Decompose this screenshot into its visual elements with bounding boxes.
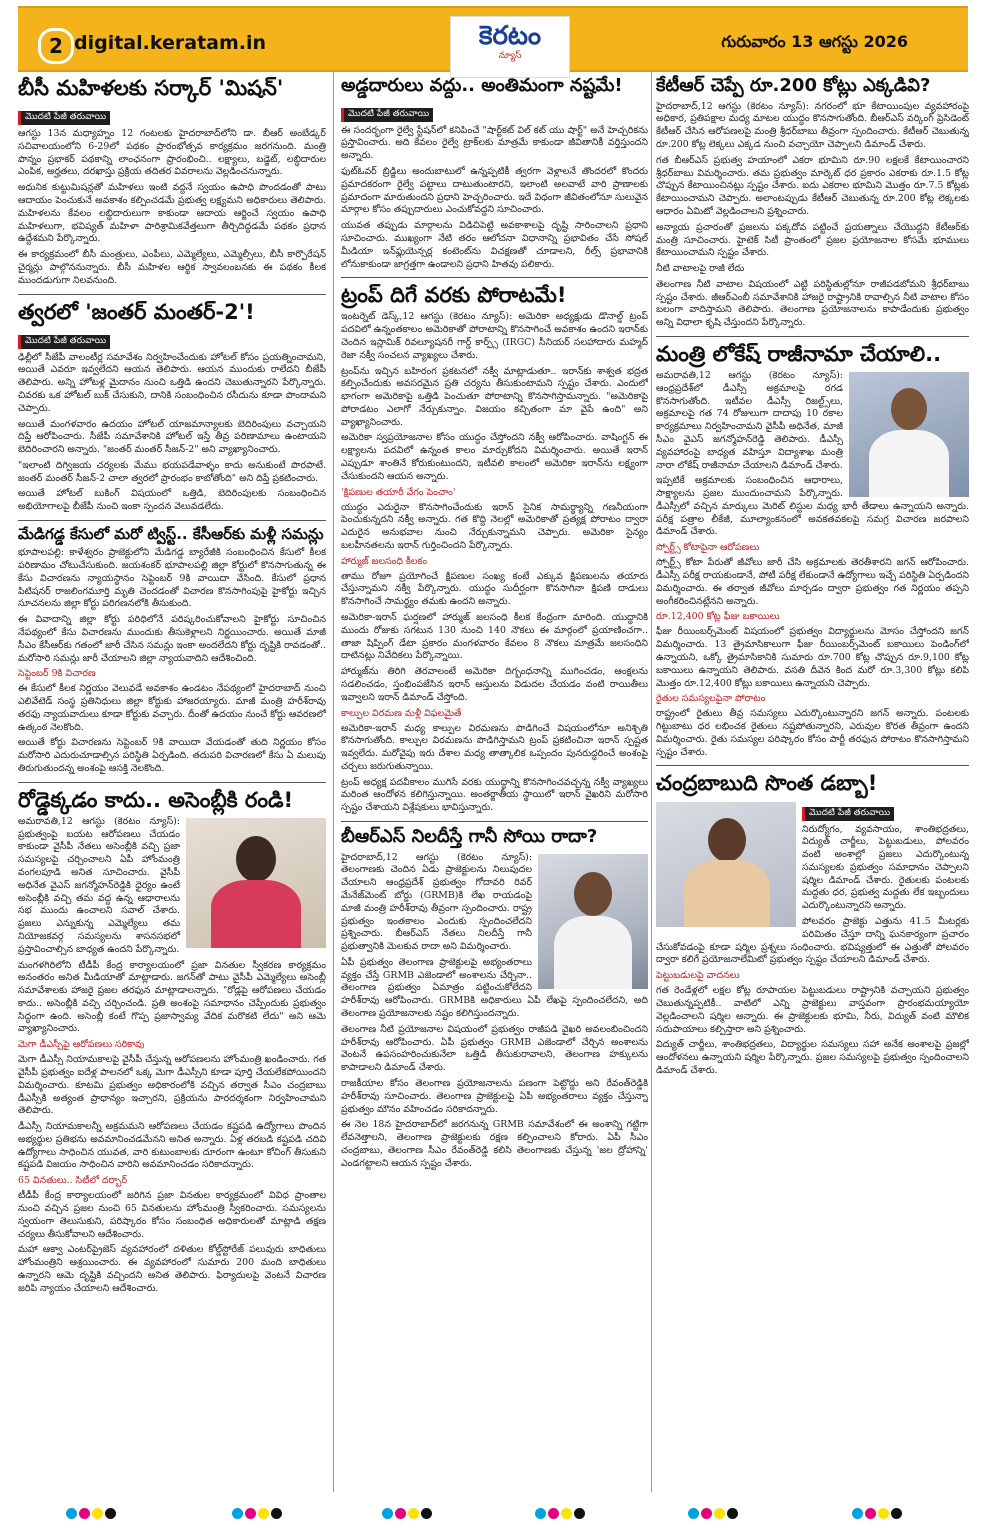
- yellow-dot: [258, 1508, 269, 1519]
- cmyk-dots: [688, 1504, 740, 1516]
- photo-figure: [891, 388, 927, 430]
- cyan-dot: [232, 1508, 243, 1519]
- magenta-dot: [395, 1508, 406, 1519]
- article-paragraph: యువత తప్పుడు మార్గాలను విడిచిపెట్టి అవకాశాలపై దృష్టి సారించాలని ప్రధాని సూచించారు. ముఖ్యంగా నేటి తరం ఆలోచనా విధానాన్ని ప్రభావితం చేసే సోషల్ మీడియా ఇన్‌ఫ్లుయెన్సర్ల కంటెంట్‌ను విచక్షణతో చూడాలని, రీల్స్ ప్రభావానికి లోనుకాకుండా జాగ్రత్తగా ఉండాలని ప్రధాని హితవు పలికారు.: [341, 220, 648, 270]
- magenta-dot: [865, 1508, 876, 1519]
- black-dot: [727, 1508, 738, 1519]
- subheading: రూ.12,400 కోట్ల ఫీజు బకాయిలు: [656, 611, 780, 623]
- subheading: 65 వినతులు.. సిటీలో దర్బార్: [18, 1175, 128, 1187]
- article-paragraph: గత రెండేళ్లలో లక్షల కోట్ల రూపాయల పెట్టుబడులు రాష్ట్రానికి వచ్చాయని ప్రభుత్వం చెబుతున్నప్పటికీ.. వాటిలో ఎన్ని ప్రాజెక్టులు వాస్తవంగా ప్రారంభమయ్యాయో వెల్లడించాలని షర్మిల అన్నారు. ఈ ప్రాజెక్టులకు భూమి, నీరు, విద్యుత్ వంటి మౌలిక సదుపాయాలు కల్పిస్తారా అని ప్రశ్నించారు.: [656, 985, 969, 1035]
- continued-label: మొదటి పేజీ తరువాయి: [802, 807, 894, 821]
- article-paragraph: ఆగస్టు 13న మధ్యాహ్నం 12 గంటలకు హైదరాబాద్‌లోని డా. బీఆర్ అంబేడ్కర్ సచివాలయంలోని 6-29లో పథకం ప్రారంభోత్సవ కార్యక్రమం జరగనుంది. మంత్రి పొన్నం ప్రభాకర్ పథకాన్ని లాంఛనంగా ప్రారంభించి.. లక్ష్యాలు, బడ్జెట్, లబ్ధిదారుల ఎంపిక, అర్హతలు, దరఖాస్తు ప్రక్రియ తదితర వివరాలను వెల్లడించనున్నారు.: [18, 128, 326, 178]
- headline: అడ్డదారులు వద్దు.. అంతిమంగా నష్టమే!: [341, 75, 623, 96]
- divider: [656, 336, 969, 337]
- headline: బీఆర్ఎస్ నిలదీస్తే గానీ సోయి రాదా?: [341, 825, 598, 847]
- subheading: హార్ముజ్ జలసంధి కీలకం: [341, 555, 428, 567]
- cyan-dot: [688, 1508, 699, 1519]
- divider: [18, 782, 326, 783]
- article-paragraph: ఢిల్లీలో సీజేపీ వాలంటీర్ల సమావేశం నిర్వహించేందుకు హోటల్ కోసం ప్రయత్నించామని, అయితే ఎవరూ ఇవ్వలేదని ఆయన తెలిపారు. ఆయన ముందుకు రాలేదని బీజేపీ తెలిపారు. అన్ని హోటళ్ల మైదానం నుంచి ఒత్తిడి ఉందని చెబుతున్నారని పేర్కొన్నారు. చివరకు ఒక హోటల్ బుక్ చేసుకుని, దానికి సంబంధించిన రసీదును కూడా పొందామని చెప్పారు.: [18, 351, 326, 414]
- article-paragraph: ఇంటర్నెట్ డెస్క్,12 ఆగస్టు (కెరటం న్యూస్): అమెరికా అధ్యక్షుడు డొనాల్డ్ ట్రంప్ పదవిలో ఉన్నంతకాలం అమెరికాతో పోరాటాన్ని కొనసాగించే అవకాశం ఉందని ఇరాన్‌కు చెందిన ఇస్లామిక్ రివల్యూషనరీ గార్డ్ కార్ప్స్ (IRGC) సీనియర్ సలహాదారు మహ్మద్ రెజా నక్వీ సంచలన వ్యాఖ్యలు చేశారు.: [341, 311, 648, 361]
- article-paragraph: తెలంగాణ నీటి వాటాల విషయంలో ఎట్టి పరిస్థితుల్లోనూ రాజీపడబోమని శ్రీధర్‌బాబు స్పష్టం చేశారు. జీఆర్ఎంబీ సమావేశానికి హాజరై రాష్ట్రానికి రావాల్సిన నీటి వాటాల కోసం బలంగా వాదిస్తామని తెలిపారు. తెలంగాణ ప్రయోజనాలను కాపాడేందుకు ప్రభుత్వం అన్ని విధాలా కృషి చేస్తుందని పేర్కొన్నారు.: [656, 278, 969, 329]
- article-paragraph: అన్యాయ ప్రచారంతో ప్రజలను పక్కదోవ పట్టించే ప్రయత్నాలు చేయొద్దని కేటీఆర్‌కు మంత్రి సూచించారు. హైటెక్ సిటీ ప్రాంతంలో ప్రజల ప్రయోజనాల కోసమే భూములు కేటాయించామని స్పష్టం చేశారు.: [656, 221, 969, 259]
- headline: త్వరలో 'జంతర్ మంతర్-2'!: [18, 299, 255, 324]
- news-photo: [538, 854, 648, 989]
- news-photo: [849, 372, 969, 497]
- article-paragraph: రాష్ట్రంలో రైతులు తీవ్ర సమస్యలు ఎదుర్కొంటున్నారని జగన్ అన్నారు. పంటలకు గిట్టుబాటు ధర లభించక రైతులు నష్టపోతున్నారని, ఎరువుల కొరత తీవ్రంగా ఉందని విమర్శించారు. రైతు సమస్యల పరిష్కారం కోసం పార్టీ తరఫున పోరాటం కొనసాగిస్తామని స్పష్టం చేశారు.: [656, 708, 969, 758]
- article-paragraph: నీటి వాటాలపై రాజీ లేదు: [656, 263, 745, 275]
- subheading: మెగా డీఎస్సీపై ఆరోపణలు సరికావు: [18, 1039, 145, 1051]
- cmyk-dots: [382, 1504, 434, 1516]
- article-paragraph: భూపాలపల్లి: కాళేశ్వరం ప్రాజెక్టులోని మేడిగడ్డ బ్యారేజీకి సంబంధించిన కేసులో కీలక పరిణామం చోటుచేసుకుంది. జయశంకర్ భూపాలపల్లి జిల్లా కోర్టులో కొనసాగుతున్న ఈ కేసు విచారణను న్యాయస్థానం సెప్టెంబర్ 9కి వాయిదా వేసింది. కేసులో ప్రధాన పిటిషనర్ రాజలింగమూర్తి మృతి చెందడంతో విచారణ కొనసాగింపుపై హైకోర్టు ఇచ్చిన సూచనలను జిల్లా కోర్టు పరిగణనలోకి తీసుకుంది.: [18, 547, 326, 610]
- continued-label: మొదటి పేజీ తరువాయి: [18, 111, 110, 125]
- newspaper-logo: [450, 16, 570, 78]
- article-paragraph: గత బీఆర్ఎస్ ప్రభుత్వ హయాంలో ఎకరా భూమిని రూ.90 లక్షలకే కేటాయించారని శ్రీధర్‌బాబు విమర్శించారు. తమ ప్రభుత్వం మార్కెట్ ధర ప్రకారం ఎకరాకు రూ.1.5 కోట్ల చొప్పున కేటాయించినట్లు స్పష్టం చేశారు. ఐదు ఎకరాల భూమిని మొత్తం రూ.7.5 కోట్లకు కేటాయించామని చెప్పారు. అలాంటప్పుడు కేటీఆర్ చెబుతున్న రూ.200 కోట్ల లెక్కలకు ఆధారం ఏమిటో వెల్లడించాలని ప్రశ్నించారు.: [656, 154, 969, 217]
- news-photo: [656, 802, 796, 927]
- column-3: [656, 72, 969, 1492]
- yellow-dot: [878, 1508, 889, 1519]
- cmyk-dots: [66, 1504, 118, 1516]
- subheading: రైతుల సమస్యలపైనా పోరాటం: [656, 693, 766, 705]
- yellow-dot: [92, 1508, 103, 1519]
- subheading: 'క్షిపణుల తయారీ వేగం పెంచాం': [341, 486, 456, 498]
- subheading: పెట్టుబడులపై వాదనలు: [656, 970, 740, 982]
- article-paragraph: హార్ముజ్‌ను తిరిగి తెరవాలంటే అమెరికా దిగ్బంధనాన్ని ముగించడం, ఆంక్షలను సడలించడం, స్తంభింపజేసిన ఇరాన్ ఆస్తులను విడుదల చేయడం వంటి రాయితీలు ఇవ్వాలని ఇరాన్ డిమాండ్ చేస్తోంది.: [341, 666, 648, 703]
- black-dot: [421, 1508, 432, 1519]
- article-paragraph: అమెరికా-ఇరాన్ మధ్య కాల్పుల విరమణను పొడిగించే విషయంలోనూ అనిశ్చితి కొనసాగుతోంది. కాల్పుల విరమణను పొడిగిస్తామని ట్రంప్ ప్రకటించినా ఇరాన్ స్పష్టత ఇవ్వలేదు. మరోవైపు ఇరు దేశాల మధ్య తాత్కాలిక ఒప్పందం పునరుద్ధరించే అంశంపై చర్చలు జరుగుతున్నాయి.: [341, 722, 648, 772]
- article-paragraph: మంగళగిరిలోని టీడీపీ కేంద్ర కార్యాలయంలో ప్రజా వినతుల స్వీకరణ కార్యక్రమం అనంతరం అనిత మీడియాతో మాట్లాడారు. జగన్‌తో పాటు వైసీపీ ఎమ్మెల్యేలు అసెంబ్లీ సమావేశాలకు హాజరై ప్రజల తరఫున మాట్లాడాలన్నారు. "రోడ్లపై ఆరోపణలు చేయడం కాదు.. అసెంబ్లీకి వచ్చి చర్చించండి. ప్రతి అంశంపై సమాధానం చెప్పేందుకు ప్రభుత్వం సిద్ధంగా ఉంది. అసెంబ్లీ కంటే గొప్ప ప్రజాస్వామ్య వేదిక మరొకటి లేదు" అని ఆమె వ్యాఖ్యానించారు.: [18, 959, 326, 1035]
- masthead: [18, 6, 968, 72]
- article-paragraph: అమెరికా స్వప్రయోజనాల కోసం యుద్ధం చేస్తోందని నక్వీ ఆరోపించారు. వాషింగ్టన్ ఈ లక్ష్యాలను పదవిలో ఉన్నంత కాలం మార్చుకోదని విమర్శించారు. అయితే ఇరాన్ ఎప్పుడూ శాంతినే కోరుకుంటుందని, ఇటీవలి కాలంలో అమెరికా ఇరాన్‌ను లక్ష్యంగా చేసుకుందని ఆయన అన్నారు.: [341, 432, 648, 482]
- site-url[interactable]: digital.keratam.in: [74, 32, 267, 54]
- article-paragraph: ఈ సందర్భంగా రైల్వే స్టేషన్‌లో కనిపించే "షార్ట్‌కట్ విల్ కట్ యు షార్ట్" అనే హెచ్చరికను ప్రస్తావించారు. అది కేవలం రైల్వే ట్రాక్‌లకు మాత్రమే కాకుండా జీవితానికీ వర్తిస్తుందని అన్నారు.: [341, 124, 648, 162]
- article-paragraph: తాము రోజూ ప్రయోగించే క్షిపణుల సంఖ్య కంటే ఎక్కువ క్షిపణులను తయారు చేస్తున్నామని నక్వీ పేర్కొన్నారు. యుద్ధం సుదీర్ఘంగా కొనసాగినా క్షిపణి దాడులు కొనసాగించే సామర్థ్యం తమకు ఉందని అన్నారు.: [341, 570, 648, 608]
- headline: మేడిగడ్డ కేసులో మరో ట్విస్ట్.. కేసీఆర్‌కు మళ్లీ సమన్లు: [18, 525, 324, 544]
- headline: కేటీఆర్ చెప్పే రూ.200 కోట్లు ఎక్కడివి?: [656, 75, 931, 96]
- logo-text: కెరటం: [478, 21, 542, 51]
- photo-figure: [708, 818, 746, 862]
- photo-figure-body: [869, 430, 949, 497]
- divider: [18, 294, 326, 295]
- article-paragraph: ఫీజు రీయింబర్స్‌మెంట్ విషయంలో ప్రభుత్వం విద్యార్థులను మోసం చేస్తోందని జగన్ విమర్శించారు. 13 త్రైమాసికాలుగా ఫీజు రీయింబర్స్‌మెంట్ బకాయిలు పెండింగ్‌లో ఉన్నాయని, ఒక్కో త్రైమాసికానికి సుమారు రూ.700 కోట్ల చొప్పున రూ.9,100 కోట్ల బకాయిలు ఉన్నాయని తెలిపారు. వసతి దీవెన కింద మరో రూ.3,300 కోట్లు కలిపి మొత్తం రూ.12,400 కోట్లు బకాయిలు ఉన్నాయని చెప్పారు.: [656, 626, 969, 689]
- issue-date: గురువారం 13 ఆగస్టు 2026: [721, 32, 908, 51]
- article-paragraph: ఇప్పటికే అక్రమాలకు సంబంధించిన ఆధారాలు, సాక్ష్యాలను ప్రజల ముందుంచామని పేర్కొన్నారు. డీఎస్సీలో వచ్చిన మార్కులు మెరిట్ లిస్టుల మధ్య భారీ తేడాలు ఉన్నాయని అన్నారు. పరీక్ష పత్రాల లీకేజీ, మూల్యాంకనంలో అవకతవకలపై సమగ్ర విచారణ జరపాలని డిమాండ్ చేశారు.: [656, 475, 969, 538]
- column-divider: [651, 72, 652, 1492]
- article-paragraph: అమరావతి,12 ఆగస్టు (కెరటం న్యూస్): ప్రభుత్వంపై బయట ఆరోపణలు చేయడం కాకుండా వైసీపీ నేతలు అసెంబ్లీకి వచ్చి ప్రజా సమస్యలపై చర్చించాలని ఏపీ హోంమంత్రి వంగలపూడి అనిత సూచించారు. వైసీపీ అధినేత వైఎస్ జగన్మోహన్‌రెడ్డికి ధైర్యం ఉంటే అసెంబ్లీకి వచ్చి తమ వద్ద ఉన్న ఆధారాలను సభ ముందు ఉంచాలని సవాల్ చేశారు. ప్రజలు ఎన్నుకున్న ఎమ్మెల్యేలు తమ నియోజకవర్గ సమస్యలను శాసనసభలో ప్రస్తావించాల్సిన బాధ్యత ఉందని పేర్కొన్నారు.: [18, 815, 180, 955]
- cyan-dot: [852, 1508, 863, 1519]
- yellow-dot: [408, 1508, 419, 1519]
- divider: [656, 765, 969, 766]
- news-photo: [186, 818, 326, 948]
- photo-figure-body: [554, 916, 632, 989]
- article-paragraph: అమరావతి,12 ఆగస్టు (కెరటం న్యూస్): ఆంధ్రప్రదేశ్‌లో డీఎస్సీ అక్రమాలపై రగడ కొనసాగుతోంది. ఇటీవల డీఎస్సీ రిజల్ట్స్‌లు, అక్రమాలపై గత 74 రోజులుగా దాదాపు 10 రకాల కార్యక్రమాలు నిర్వహించామని వైసీపీ అధినేత, మాజీ సీఎం వైఎస్ జగన్మోహన్‌రెడ్డి తెలిపారు. డీఎస్సీ వ్యవహారంపై బాధ్యత వహిస్తూ విద్యాశాఖ మంత్రి నారా లోకేష్ రాజీనామా చేయాలని డిమాండ్ చేశారు.: [656, 370, 843, 471]
- article-paragraph: "ఇలాంటి దిగ్విజయ చర్యలకు మేము భయపడేవాళ్ళం కాదు అనుకుంటే పొరపాటే. జంతర్ మంతర్ సీజన్-2 చాలా త్వరలో ప్రారంభం కాబోతోంది" అని దిప్తే ప్రకటించారు.: [18, 459, 326, 484]
- black-dot: [574, 1508, 585, 1519]
- article-paragraph: విద్యుత్ చార్జీలు, శాంతిభద్రతలు, విద్యార్థుల సమస్యలు సహా అనేక అంశాలపై ప్రజల్లో ఆందోళనలు ఉన్నాయని షర్మిల పేర్కొన్నారు. ప్రజల సమస్యలపై ప్రభుత్వం స్పందించాలని డిమాండ్ చేశారు.: [656, 1039, 969, 1076]
- headline: రోడ్డెక్కడం కాదు.. అసెంబ్లీకి రండి!: [18, 787, 294, 812]
- photo-figure-body: [684, 860, 770, 927]
- article-paragraph: మెగా డీఎస్సీ నియామకాలపై వైసీపీ చేస్తున్న ఆరోపణలను హోంమంత్రి ఖండించారు. గత వైసీపీ ప్రభుత్వం ఐదేళ్ల పాలనలో ఒక్క మెగా డీఎస్సీని కూడా పూర్తి చేయలేకపోయిందని విమర్శించారు. కూటమి ప్రభుత్వం అధికారంలోకి వచ్చిన తర్వాత సీఎం చంద్రబాబు డీఎస్సీకి అత్యంత ప్రాధాన్యం ఇచ్చారని, ప్రక్రియను పారదర్శకంగా నిర్వహించామని తెలిపారు.: [18, 1054, 326, 1117]
- page-number: 2: [38, 28, 74, 64]
- print-registration-marks: [0, 1500, 987, 1520]
- article-paragraph: హైదరాబాద్,12 ఆగస్టు (కెరటం న్యూస్): తెలంగాణకు చెందిన ఏడు ప్రాజెక్టులను నిలుపుదల చేయాలని ఆంధ్రప్రదేశ్ ప్రభుత్వం గోదావరి రివర్ మేనేజ్‌మెంట్ బోర్డు (GRMB)కి లేఖ రాయడంపై మాజీ మంత్రి హరీశ్‌రావు తీవ్రంగా స్పందించారు. రాష్ట్ర ప్రభుత్వం ఇంతకాలం ఎందుకు స్పందించలేదని ప్రశ్నించారు. బీఆర్ఎస్ నేతలు నిలదీస్తే గానీ ప్రభుత్వానికి మెలకువ రాదా అని విమర్శించారు.: [341, 851, 532, 953]
- article-paragraph: ఈ కార్యక్రమంలో బీసీ మంత్రులు, ఎంపీలు, ఎమ్మెల్యేలు, ఎమ్మెల్సీలు, బీసీ కార్పొరేషన్ చైర్మన్లు పాల్గొననున్నారు. బీసీ మహిళల ఆర్థిక స్వావలంబనకు ఈ పథకం కీలక ముందడుగుగా నిలవనుంది.: [18, 249, 326, 286]
- yellow-dot: [561, 1508, 572, 1519]
- magenta-dot: [701, 1508, 712, 1519]
- article-paragraph: అయితే హోటల్ బుకింగ్ విషయంలో ఒత్తిడి, బెదిరింపులకు సంబంధించిన అభియోగాలపై బీజేపీ నుంచి ఇంకా స్పందన వెలువడలేదు.: [18, 488, 326, 513]
- subheading: స్పోర్ట్స్ కోటాపైనా ఆరోపణలు: [656, 542, 760, 554]
- column-2: [341, 72, 648, 1492]
- photo-figure-body: [211, 880, 301, 948]
- cyan-dot: [382, 1508, 393, 1519]
- cmyk-dots: [852, 1504, 904, 1516]
- column-divider: [333, 72, 334, 1492]
- headline: బీసీ మహిళలకు సర్కార్ 'మిషన్': [18, 76, 284, 100]
- logo-subtext: న్యూస్: [498, 51, 522, 61]
- cmyk-dots: [232, 1504, 284, 1516]
- divider: [18, 520, 326, 521]
- column-1: [18, 72, 326, 1492]
- headline: ట్రంప్ దిగే వరకు పోరాటమే!: [341, 283, 567, 308]
- article-paragraph: యుద్ధం ఎదురైనా కొనసాగించేందుకు ఇరాన్ సైనిక సామర్థ్యాన్ని గణనీయంగా పెంచుకున్నదని నక్వీ అన్నారు. గత కొద్ది నెలల్లో అమెరికాతో ప్రత్యక్ష పోరాటం ద్వారా ఎదురైన అనుభవాల నుంచి నేర్చుకున్నామని చెప్పారు. అమెరికా సైన్యం బలహీనతలను ఇరాన్ గుర్తించిందని పేర్కొన్నారు.: [341, 501, 648, 551]
- article-paragraph: టీడీపీ కేంద్ర కార్యాలయంలో జరిగిన ప్రజా వినతుల కార్యక్రమంలో వివిధ ప్రాంతాల నుంచి వచ్చిన ప్రజల నుంచి 65 వినతులను హోంమంత్రి స్వీకరించారు. సమస్యలను స్వయంగా తెలుసుకుని, పరిష్కారం కోసం సంబంధిత అధికారులతో మాట్లాడి తక్షణ చర్యలు తీసుకోవాలని ఆదేశించారు.: [18, 1190, 326, 1240]
- article-paragraph: ఈ కేసులో కీలక నిర్ణయం వెలువడే అవకాశం ఉండటం నేపథ్యంలో హైదరాబాద్ నుంచి ఎలివేటెడ్ సంస్థ ప్రతినిధులు జిల్లా కోర్టుకు హాజరయ్యారు. మాజీ మంత్రి హరీశ్‌రావు తరఫు న్యాయవాదులు కూడా కోర్టుకు వచ్చారు. దీంతో ఉదయం నుంచే కోర్టు ఆవరణలో ఉత్కంఠ నెలకొంది.: [18, 683, 326, 733]
- headline: చంద్రబాబుది సొంత డబ్బా!: [656, 771, 878, 796]
- magenta-dot: [548, 1508, 559, 1519]
- article-paragraph: రాజకీయాల కోసం తెలంగాణ ప్రయోజనాలను పణంగా పెట్టొద్దు అని రేవంత్‌రెడ్డికి హరీశ్‌రావు సూచించారు. తెలంగాణ ప్రాజెక్టులపై ఏపీ అభ్యంతరాలు వ్యక్తం చేస్తున్నా ప్రభుత్వం మౌనం వహించడం సరికాదన్నారు.: [341, 1077, 648, 1115]
- black-dot: [271, 1508, 282, 1519]
- article-paragraph: ట్రంప్‌ను ఇచ్చిన బహిరంగ ప్రకటనలో నక్వీ మాట్లాడుతూ.. ఇరాన్‌కు శాశ్వత భద్రత కల్పించేందుకు అవసరమైన ప్రతి చర్యను తీసుకుంటామని స్పష్టం చేశారు. ఎందులో భాగంగా అమెరికాపై ఒత్తిడి పెంచుతూ పోరాటాన్ని కొనసాగిస్తామన్నారు. "అమెరికాపై పోరాడటం ఎలాగో నేర్చుకున్నాం. విజయం కచ్చితంగా మా వైపే ఉంది" అని వ్యాఖ్యానించారు.: [341, 365, 648, 428]
- article-paragraph: అయితే కోర్టు విచారణను సెప్టెంబర్ 9కి వాయిదా వేయడంతో తుది నిర్ణయం కోసం మరోసారి ఎదురుచూడాల్సిన పరిస్థితి ఏర్పడింది. తదుపరి విచారణలో కేసు ఏ మలుపు తిరుగుతుందన్న అంశంపై ఆసక్తి నెలకొంది.: [18, 737, 326, 774]
- black-dot: [105, 1508, 116, 1519]
- article-paragraph: ఈ వివాదాన్ని జిల్లా కోర్టు పరిధిలోనే పరిష్కరించుకోవాలని హైకోర్టు సూచించిన నేపథ్యంలో కేసు విచారణను ముందుకు తీసుకెళ్లాలని నిర్ణయించారు. అయితే మాజీ సీఎం కేసీఆర్‌కు గతంలో జారీ చేసిన సమన్లు ఇంకా అందలేదని కోర్టు దృష్టికి రావడంతో.. మరోసారి సమన్లు జారీ చేయాలని జిల్లా న్యాయవాదిని ఆదేశించింది.: [18, 614, 326, 664]
- article-paragraph: డీఎస్సీ నియామకాలన్నీ అక్రమమని ఆరోపణలు చేయడం కష్టపడి ఉద్యోగాలు పొందిన అభ్యర్థుల ప్రతిభను అవమానించడమేనని అనిత అన్నారు. ఏళ్ల తరబడి కష్టపడి చదివి ఉద్యోగాలు సాధించిన యువత, వారి కుటుంబాలకు దూరంగా ఉంటూ కోచింగ్ తీసుకుని కష్టపడి విజయం సాధించిన వారిని అవమానించడం సరికాదన్నారు.: [18, 1121, 326, 1171]
- yellow-dot: [714, 1508, 725, 1519]
- cyan-dot: [66, 1508, 77, 1519]
- cyan-dot: [535, 1508, 546, 1519]
- article-paragraph: హైదరాబాద్,12 ఆగస్టు (కెరటం న్యూస్): నగరంలో భూ కేటాయింపుల వ్యవహారంపై అధికార, ప్రతిపక్షాల మధ్య మాటల యుద్ధం కొనసాగుతోంది. బీఆర్ఎస్ వర్కింగ్ ప్రెసిడెంట్ కేటీఆర్ చేసిన ఆరోపణలపై మంత్రి శ్రీధర్‌బాబు తీవ్రంగా స్పందించారు. కేటీఆర్ చెబుతున్న రూ.200 కోట్ల లెక్కలు ఎక్కడ నుంచి వచ్చాయో చెప్పాలని డిమాండ్ చేశారు.: [656, 100, 969, 151]
- article-paragraph: తెలంగాణ నీటి ప్రయోజనాల విషయంలో ప్రభుత్వం రాజీపడి వైఖరి అవలంబించిందని హరీశ్‌రావు ఆరోపించారు. ఏపీ ప్రభుత్వం GRMB ఎజెండాలో చేర్చిన అంశాలను వెంటనే ఉపసంహరించుకునేలా ఒత్తిడి తీసుకురావాలని, తెలంగాణ హక్కులను కాపాడాలని డిమాండ్ చేశారు.: [341, 1023, 648, 1074]
- photo-figure: [574, 872, 612, 916]
- article-paragraph: అధునిక కుట్టుమిషన్లతో మహిళలు ఇంటి వద్దనే స్వయం ఉపాధి పొందడంతో పాటు ఆదాయం పెంచుకునే అవకాశం కల్పించడమే ప్రభుత్వ లక్ష్యమని అధికారులు తెలిపారు. మహిళలను కేవలం లబ్ధిదారులుగా కాకుండా ఆదాయ ఆర్జించే స్వయం ఉపాధి మహిళలుగా, భవిష్యత్ మహిళా పారిశ్రామికవేత్తలుగా తీర్చిదిద్దడమే పథకం ప్రధాన ఉద్దేశమని పేర్కొన్నారు.: [18, 182, 326, 245]
- article-paragraph: పోలవరం ప్రాజెక్టు ఎత్తును 41.5 మీటర్లకు పరిమితం చేస్తూ దాన్ని ఘనకార్యంగా ప్రచారం చేసుకోవడంపై కూడా షర్మిల ప్రశ్నలు సంధించారు. భవిష్యత్తులో ఈ ఎత్తుతో పోలవరం ద్వారా కలిగే ప్రయోజనాలేమిటో ప్రభుత్వం స్పష్టం చేయాలని డిమాండ్ చేశారు.: [656, 916, 969, 966]
- article-paragraph: అమెరికా-ఇరాన్ ఘర్షణలో హార్ముజ్ జలసంధి కీలక కేంద్రంగా మారింది. యుద్ధానికి ముందు రోజుకు సగటున 130 నుంచి 140 నౌకలు ఈ మార్గంలో ప్రయాణించగా.. తాజా షిప్పింగ్ డేటా ప్రకారం మంగళవారం కేవలం 8 నౌకలు మాత్రమే జలసంధిని దాటినట్లు నివేదికలు పేర్కొన్నాయి.: [341, 612, 648, 662]
- magenta-dot: [245, 1508, 256, 1519]
- divider: [341, 277, 648, 278]
- article-paragraph: నిరుద్యోగం, వ్యవసాయం, శాంతిభద్రతలు, విద్యుత్ చార్జీలు, పెట్టుబడులు, పోలవరం వంటి అంశాల్లో ప్రజలు ఎదుర్కొంటున్న సమస్యలకు ప్రభుత్వం సమాధానం చెప్పాలని షర్మిల డిమాండ్ చేశారు. రైతులకు పంటలకు మద్దతు ధర, ప్రభుత్వ మద్దతు లేక ఇబ్బందులు ఎదుర్కొంటున్నారని అన్నారు.: [802, 823, 969, 912]
- article-paragraph: ఈ నెల 18న హైదరాబాద్‌లో జరగనున్న GRMB సమావేశంలో ఈ అంశాన్ని గట్టిగా లేవనెత్తాలని, తెలంగాణ ప్రాజెక్టులకు రక్షణ కల్పించాలని కోరారు. ఏపీ సీఎం చంద్రబాబు, తెలంగాణ సీఎం రేవంత్‌రెడ్డి కలిసి తెలంగాణకు చేస్తున్న 'జల ద్రోహాన్ని' ఎండగట్టాలని ఆయన స్పష్టం చేశారు.: [341, 1119, 648, 1169]
- article-paragraph: ట్రంప్ అధ్యక్ష పదవీకాలం ముగిసే వరకు యుద్ధాన్ని కొనసాగించవచ్చన్న నక్వీ వ్యాఖ్యలు మరింత ఆందోళన కలిగిస్తున్నాయి. అంతర్జాతీయ స్థాయిలో ఇరాన్ వైఖరిని మరోసారి స్పష్టం చేశాయని విశ్లేషకులు భావిస్తున్నారు.: [341, 776, 648, 814]
- cmyk-dots: [535, 1504, 587, 1516]
- headline: మంత్రి లోకేష్ రాజీనామా చేయాలి..: [656, 341, 942, 366]
- magenta-dot: [79, 1508, 90, 1519]
- article-paragraph: మహా ఆక్వా ఎంటర్‌ప్రైజెస్ వ్యవహారంలో దళితుల కోల్డ్‌స్టోరేజ్ పలువురు బాధితులు హోంమంత్రిని ఆశ్రయించారు. ఈ వ్యవహారంలో సుమారు 200 మంది బాధితులు ఉన్నారని ఆమె దృష్టికి వచ్చిందని అనిత తెలిపారు. ఫిర్యాదులపై వెంటనే విచారణ జరిపి న్యాయం చేయాలని ఆదేశించారు.: [18, 1244, 326, 1294]
- black-dot: [891, 1508, 902, 1519]
- divider: [341, 821, 648, 822]
- article-paragraph: ఫుట్‌ఓవర్ బ్రిడ్జిలు అందుబాటులో ఉన్నప్పటికీ త్వరగా వెళ్లాలనే తొందరలో కొందరు ప్రమాదకరంగా రైల్వే పట్టాలు దాటుతుంటారని, ఇలాంటి అలవాటే వారి ప్రాణాలకు ప్రమాదంగా మారుతుందని ప్రధాని హెచ్చరించారు. ఇదే విధంగా జీవితంలోనూ సులువైన మార్గాల కోసం తప్పుదారులు ఎంచుకోవద్దని సూచించారు.: [341, 166, 648, 216]
- article-paragraph: ఏపీ ప్రభుత్వం తెలంగాణ ప్రాజెక్టులపై అభ్యంతరాలు వ్యక్తం చేస్తే GRMB ఎజెండాలో అంశాలను చేర్చినా.. తెలంగాణ ప్రభుత్వం ఏమాత్రం పట్టించుకోలేదని హరీశ్‌రావు ఆరోపించారు. GRMBకి అధికారులు ఏపీ లేఖపై స్పందించలేదని, అది తెలంగాణ ప్రయోజనాలకు నష్టం కలిగిస్తుందన్నారు.: [341, 956, 648, 1020]
- continued-label: మొదటి పేజీ తరువాయి: [341, 108, 433, 122]
- continued-label: మొదటి పేజీ తరువాయి: [18, 335, 110, 349]
- article-paragraph: స్పోర్ట్స్ కోటా పేరుతో జీవోలు జారీ చేసి అక్రమాలకు తెరతీశారని జగన్ ఆరోపించారు. డీఎస్సీ పరీక్ష రాయకుండానే, పోటీ పరీక్ష లేకుండానే ఉద్యోగాలు ఇచ్చే పరిస్థితి ఏర్పడిందని విమర్శించారు. ఈ తర్వాత జీవోలు మార్చడం ద్వారా ప్రభుత్వం గత నిర్ణయం తప్పని అంగీకరించినట్లేనని అన్నారు.: [656, 557, 969, 607]
- subheading: కాల్పుల విరమణ మళ్లీ విఫలమైతే: [341, 707, 462, 719]
- photo-figure: [236, 836, 276, 882]
- subheading: సెప్టెంబర్ 9కి విచారణ: [18, 668, 96, 680]
- article-paragraph: అయితే మంగళవారం ఉదయం హోటల్ యాజమాన్యాలకు బెదిరింపులు వచ్చాయని దిప్తే ఆరోపించారు. సీజేపీ సమావేశానికి హోటల్ ఇస్తే తీవ్ర పరిణామాలు ఉంటాయని బెదిరించారని అన్నారు. "జంతర్ మంతర్ సీజన్-2" అని వ్యాఖ్యానించారు.: [18, 418, 326, 456]
